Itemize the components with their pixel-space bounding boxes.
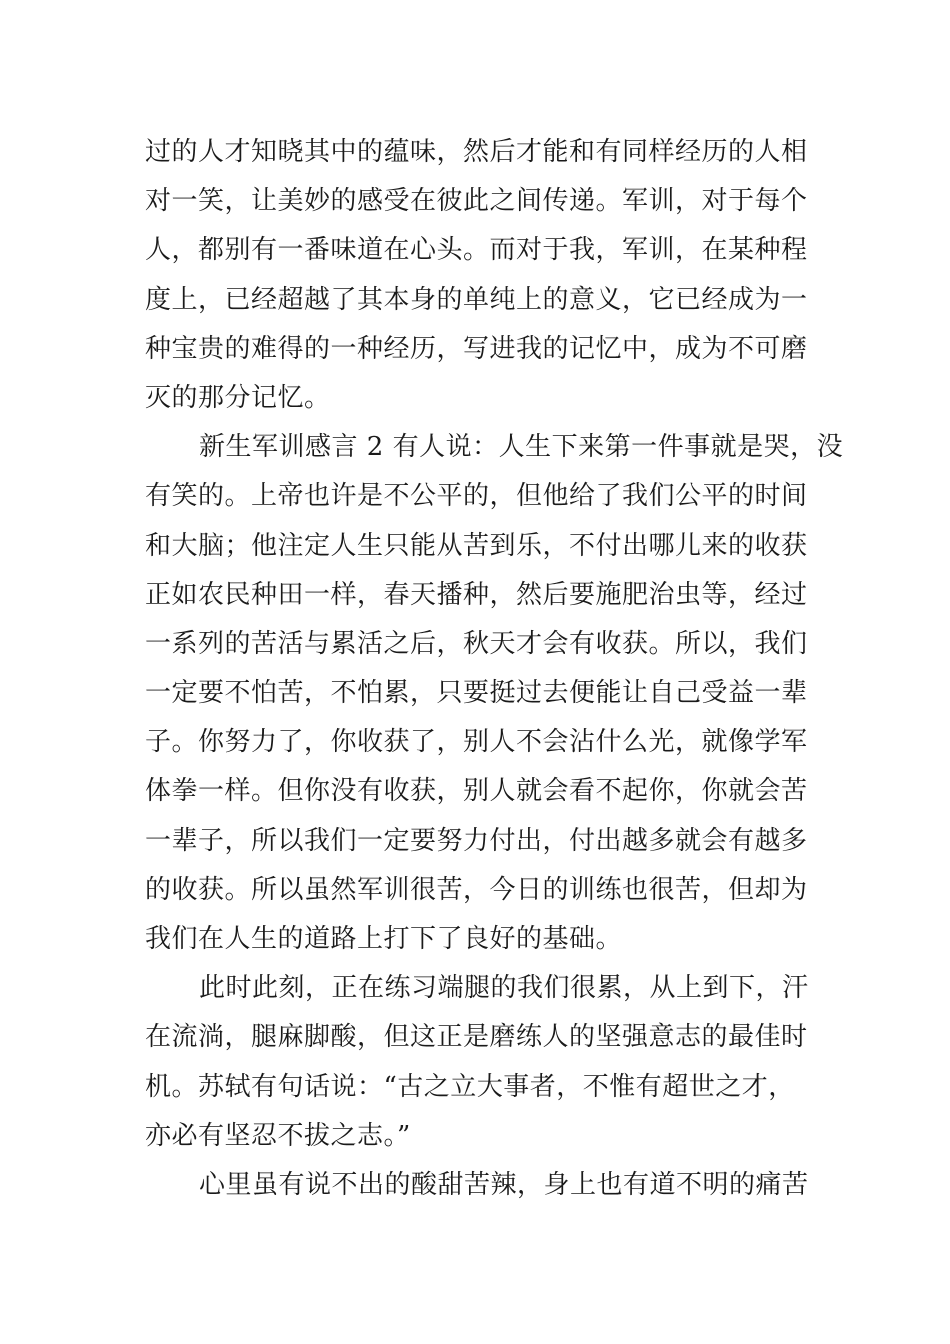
paragraph-start-line: 此时此刻，正在练习端腿的我们很累，从上到下，汗 [199,973,809,1004]
text-line: 一辈子，所以我们一定要努力付出，付出越多就会有越多 [145,825,808,856]
text-line: 亦必有坚忍不拔之志。” [145,1120,411,1151]
text-line: 一系列的苦活与累活之后，秋天才会有收获。所以，我们 [145,628,808,659]
body-text [145,128,844,1210]
text-line: 子。你努力了，你收获了，别人不会沾什么光，就像学军 [145,727,808,758]
text-line: 灭的那分记忆。 [145,382,331,413]
text-line: 正如农民种田一样，春天播种，然后要施肥治虫等，经过 [145,579,808,610]
text-line: 我们在人生的道路上打下了良好的基础。 [145,924,623,954]
text-line: 有笑的。上帝也许是不公平的，但他给了我们公平的时间 [145,481,808,512]
paragraph-start-line: 心里虽有说不出的酸甜苦辣，身上也有道不明的痛苦 [199,1169,809,1200]
text-line: 人，都别有一番味道在心头。而对于我，军训，在某种程 [145,235,808,266]
text-line: 对一笑，让美妙的感受在彼此之间传递。军训，对于每个 [145,186,808,217]
text-line: 和大脑；他注定人生只能从苦到乐，不付出哪儿来的收获 [145,530,808,561]
text-line: 一定要不怕苦，不怕累，只要挺过去便能让自己受益一辈 [145,678,808,709]
text-line: 在流淌，腿麻脚酸，但这正是磨练人的坚强意志的最佳时 [145,1022,808,1053]
text-line: 种宝贵的难得的一种经历，写进我的记忆中，成为不可磨 [145,333,808,364]
text-line: 体拳一样。但你没有收获，别人就会看不起你，你就会苦 [145,776,808,807]
text-line: 机。苏轼有句话说：“古之立大事者，不惟有超世之才， [145,1071,795,1102]
text-line: 过的人才知晓其中的蕴味，然后才能和有同样经历的人相 [145,137,808,167]
paragraph-start-line: 新生军训感言 2 有人说：人生下来第一件事就是哭，没 [199,432,844,463]
text-line: 的收获。所以虽然军训很苦，今日的训练也很苦，但却为 [145,874,808,905]
text-line: 度上，已经超越了其本身的单纯上的意义，它已经成为一 [145,284,808,315]
